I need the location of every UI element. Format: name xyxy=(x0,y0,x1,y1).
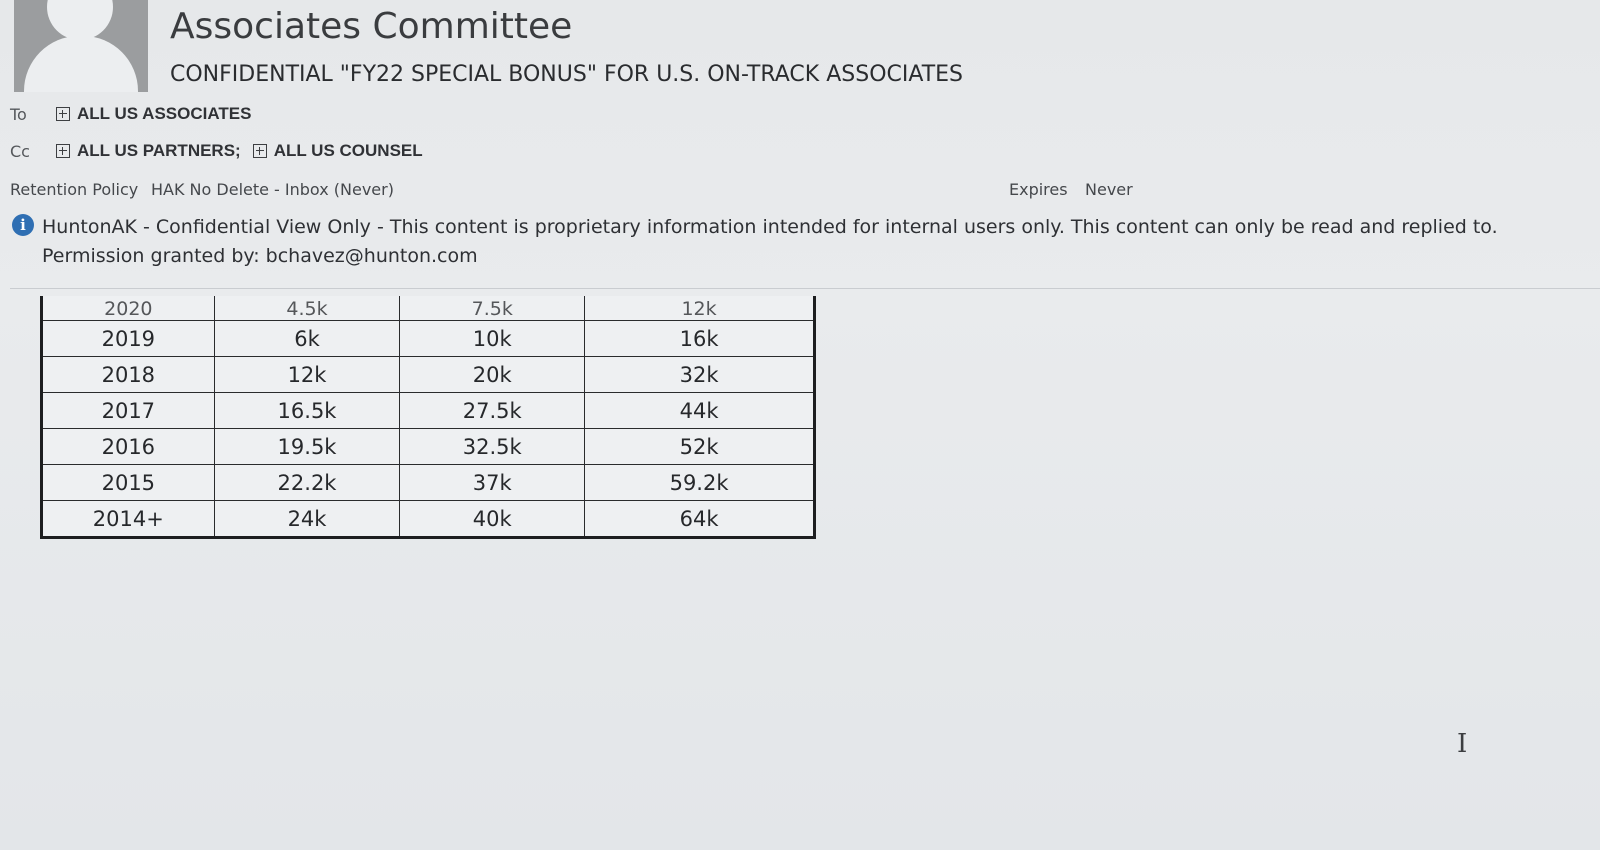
table-cell: 20k xyxy=(400,357,585,393)
table-cell: 64k xyxy=(585,501,815,538)
table-cell: 52k xyxy=(585,429,815,465)
table-row xyxy=(42,465,815,501)
table-cell: 27.5k xyxy=(400,393,585,429)
table-cell: 10k xyxy=(400,321,585,357)
info-banner-line-2: Permission granted by: bchavez@hunton.com xyxy=(42,245,478,267)
expires-label: Expires xyxy=(1009,180,1068,199)
table-cell: 37k xyxy=(400,465,585,501)
table-cell: 2016 xyxy=(42,429,215,465)
recipient-all-us-partners[interactable] xyxy=(56,141,241,161)
info-banner-line-1: HuntonAK - Confidential View Only - This content is proprietary information intended for internal users only. This content can only be read and replied to. xyxy=(42,216,1498,238)
avatar-body-shape xyxy=(24,36,138,92)
table-row xyxy=(42,321,815,357)
email-subject: CONFIDENTIAL "FY22 SPECIAL BONUS" FOR U.S. ON-TRACK ASSOCIATES xyxy=(170,62,963,87)
info-banner xyxy=(42,213,1502,271)
table-cell: 44k xyxy=(585,393,815,429)
retention-policy-label: Retention Policy xyxy=(10,180,139,199)
text-cursor-icon: I xyxy=(1457,729,1468,759)
recipient-name: ALL US COUNSEL xyxy=(273,141,423,160)
table-row xyxy=(42,501,815,538)
table-cell: 2014+ xyxy=(42,501,215,538)
header-body-divider xyxy=(10,288,1600,289)
expires-value: Never xyxy=(1085,180,1133,199)
recipient-all-us-associates[interactable] xyxy=(56,104,251,124)
table-cell: 24k xyxy=(214,501,400,538)
recipient-all-us-counsel[interactable] xyxy=(253,141,423,161)
table-row xyxy=(42,393,815,429)
cc-row xyxy=(10,141,423,161)
table-cell: 7.5k xyxy=(400,296,585,321)
retention-policy-value: HAK No Delete - Inbox (Never) xyxy=(151,180,394,199)
table-cell: 32k xyxy=(585,357,815,393)
table-cell: 2018 xyxy=(42,357,215,393)
table-cell: 59.2k xyxy=(585,465,815,501)
table-cell: 4.5k xyxy=(214,296,400,321)
table-cell: 16.5k xyxy=(214,393,400,429)
table-cell: 19.5k xyxy=(214,429,400,465)
recipient-name: ALL US PARTNERS; xyxy=(77,141,241,160)
person-placeholder-icon xyxy=(47,0,113,40)
table-cell: 16k xyxy=(585,321,815,357)
expand-group-icon[interactable] xyxy=(253,144,267,158)
table-cell: 2019 xyxy=(42,321,215,357)
info-icon: i xyxy=(12,214,34,236)
table-cell: 12k xyxy=(585,296,815,321)
expand-group-icon[interactable] xyxy=(56,107,70,121)
to-row xyxy=(10,104,251,124)
expand-group-icon[interactable] xyxy=(56,144,70,158)
table-cell: 2015 xyxy=(42,465,215,501)
table-cell: 2017 xyxy=(42,393,215,429)
table-cell: 22.2k xyxy=(214,465,400,501)
sender-name: Associates Committee xyxy=(170,6,573,47)
cc-label: Cc xyxy=(10,141,30,161)
table-row-partial xyxy=(42,296,815,321)
recipient-name: ALL US ASSOCIATES xyxy=(77,104,252,123)
table-row xyxy=(42,357,815,393)
bonus-table xyxy=(40,296,816,539)
table-row xyxy=(42,429,815,465)
sender-avatar xyxy=(14,0,148,92)
table-cell: 2020 xyxy=(42,296,215,321)
table-cell: 12k xyxy=(214,357,400,393)
table-cell: 40k xyxy=(400,501,585,538)
bonus-table-container xyxy=(40,296,816,539)
table-cell: 32.5k xyxy=(400,429,585,465)
table-cell: 6k xyxy=(214,321,400,357)
to-label: To xyxy=(10,104,27,124)
